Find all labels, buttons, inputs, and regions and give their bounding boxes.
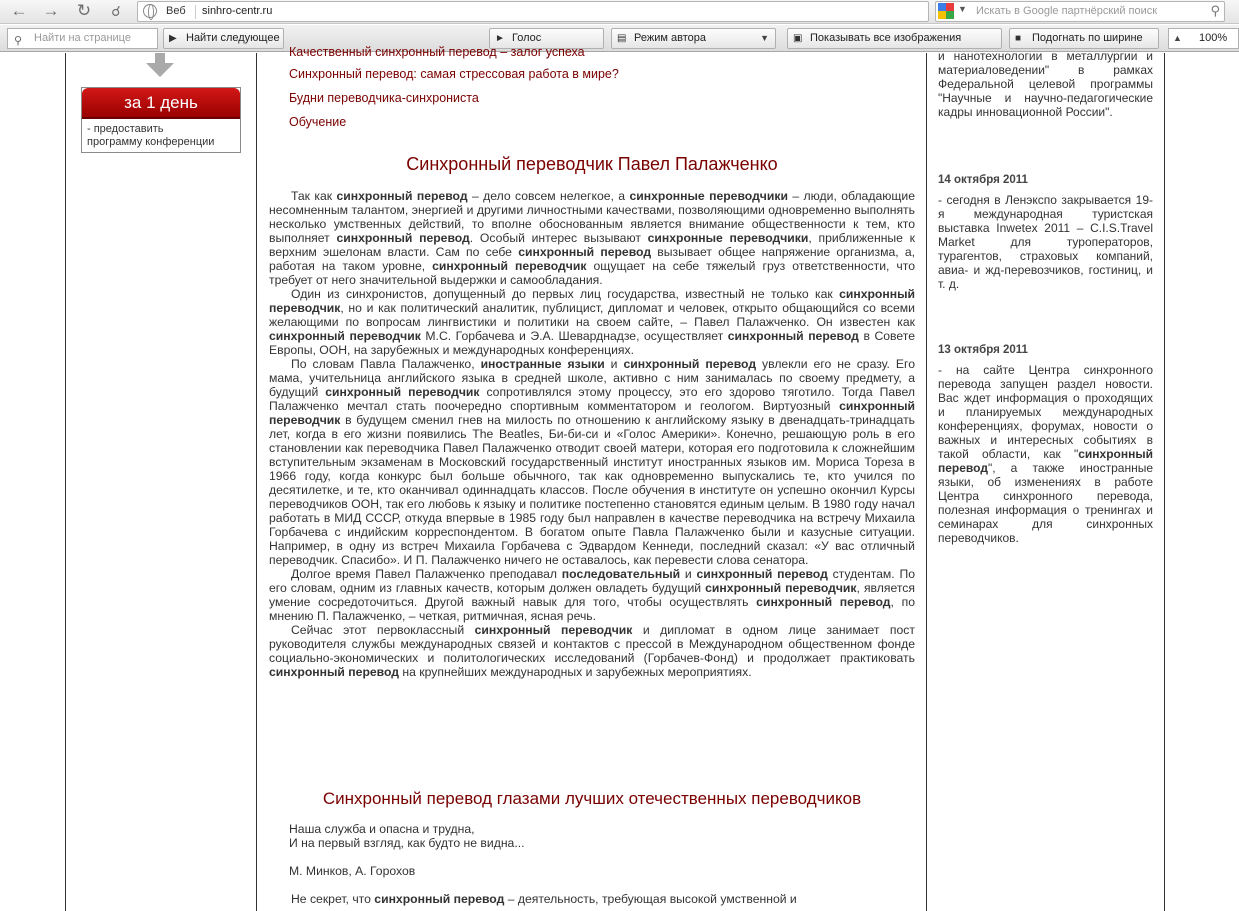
author-mode-label: Режим автора xyxy=(634,32,706,44)
find-next-label: Найти следующее xyxy=(186,32,280,44)
article-link[interactable]: Синхронный перевод: самая стрессовая работа в мире? xyxy=(289,67,619,81)
zoom-value: 100% xyxy=(1199,32,1228,44)
keyword-highlight: синхронный перевод xyxy=(336,231,470,245)
keyword-highlight: синхронный переводчик xyxy=(325,385,480,399)
keyword-highlight: синхронный перевод xyxy=(623,357,757,371)
article-link[interactable]: Качественный синхронный перевод – залог успеха xyxy=(289,45,585,59)
voice-label: Голос xyxy=(512,32,542,44)
next-arrow-icon: ▶ xyxy=(169,33,177,44)
news-text: и нанотехнологии в металлургии и материаловедении" в рамках Федеральной целевой программы "Научные и научно-педагогические кадры инновационной России". xyxy=(938,49,1153,119)
column-divider xyxy=(1164,53,1165,911)
keyword-highlight: синхронные переводчики xyxy=(629,189,788,203)
keyword-highlight: синхронный перевод xyxy=(269,665,400,679)
author-mode-button[interactable] xyxy=(611,28,776,49)
column-divider xyxy=(65,53,66,911)
article-paragraph: Сейчас этот первоклассный синхронный переводчик и дипломат в одном лице занимает пост руководителя службы международных связей и контактов с прессой в Международном общественном фонде социально-экономических и политологических исследований (Горбачев-Фонд) и продолжает практиковать синхронный перевод на крупнейших международных и зарубежных мероприятиях. xyxy=(269,623,915,679)
keyword-highlight: синхронный перевод xyxy=(336,189,468,203)
promo-text xyxy=(87,123,239,149)
google-icon[interactable] xyxy=(938,3,954,19)
keyword-highlight: синхронный перевод xyxy=(938,447,1153,475)
news-date: 14 октября 2011 xyxy=(938,174,1028,186)
globe-icon xyxy=(143,4,157,18)
news-date: 13 октября 2011 xyxy=(938,344,1028,356)
epigraph-line: И на первый взгляд, как будто не видна... xyxy=(289,836,525,850)
article-paragraph: Один из синхронистов, допущенный до первых лиц государства, известный не только как синхронный переводчик, но и как политический аналитик, публицист, дипломат и человек, открыто общающийся со всеми желающими по вопросам лингвистики и политики на своем сайте, – Павел Палажченко. Он известен как синхронный переводчик М.С. Горбачева и Э.А. Шеварднадзе, осуществляет синхронный перевод в Совете Европы, ООН, на зарубежных и международных конференциях. xyxy=(269,287,915,357)
keyword-highlight: синхронный переводчик xyxy=(269,399,915,427)
key-icon[interactable]: ☌ xyxy=(111,3,121,19)
keyword-highlight: последовательный xyxy=(561,567,681,581)
epigraph-line: Наша служба и опасна и трудна, xyxy=(289,822,475,836)
article-title: Синхронный перевод глазами лучших отечественных переводчиков xyxy=(322,789,862,808)
article-paragraph: Так как синхронный перевод – дело совсем нелегкое, а синхронные переводчики – люди, обладающие несомненным талантом, энергией и другими личностными качествами, позволяющими одновременно выполнять несколько умственных действий, то вполне обоснованным является внимание общественности к тем, кто выполняет синхронный перевод. Особый интерес вызывают синхронные переводчики, приближенные к верхним эшелонам власти. Сам по себе синхронный перевод вызывает общее напряжение организма, а, работая на таком уровне, синхронный переводчик ощущает на себе тяжелый груз ответственности, что требует от него значительной выдержки и самообладания. xyxy=(269,189,916,287)
image-icon: ▣ xyxy=(793,33,803,44)
article-paragraph: Долгое время Павел Палажченко преподавал последовательный и синхронный перевод студентам. По его словам, одним из главных качеств, которым должен овладеть будущий синхронный переводчик, является умение сосредоточиться. Другой важный навык для того, чтобы осуществлять синхронный перевод, по мнению П. Палажченко, – четкая, ритмичная, ясная речь. xyxy=(269,567,915,623)
keyword-highlight: синхронный перевод xyxy=(518,245,652,259)
google-search-placeholder[interactable]: Искать в Google партнёрский поиск xyxy=(976,5,1158,17)
article-body xyxy=(269,892,915,906)
find-toolbar xyxy=(0,25,1239,52)
google-search-box[interactable] xyxy=(935,1,1225,22)
keyword-highlight: синхронный переводчик xyxy=(269,329,421,343)
document-icon: ▤ xyxy=(617,33,627,44)
forward-icon[interactable]: → xyxy=(42,1,60,20)
find-placeholder: Найти на странице xyxy=(34,32,131,44)
keyword-highlight: синхронный переводчик xyxy=(474,623,633,637)
keyword-highlight: синхронный переводчик xyxy=(705,581,857,595)
column-divider xyxy=(926,53,927,911)
fit-width-icon: ■ xyxy=(1015,33,1022,44)
chevron-down-icon[interactable]: ▼ xyxy=(958,4,967,14)
news-text: - на сайте Центра синхронного перевода запущен раздел новости. Вас ждет информация о проходящих и планируемых международных конференциях, форумах, новости о важных и интересных событиях в такой области, как "синхронный перевод", а также иностранные языки, об изменениях в работе Центра синхронного перевода, полезная информация о тренингах и семинарах для синхронных переводчиков. xyxy=(938,363,1153,545)
divider xyxy=(195,5,196,19)
keyword-highlight: синхронный переводчик xyxy=(432,259,587,273)
keyword-highlight: синхронный перевод xyxy=(756,595,891,609)
back-icon[interactable]: ← xyxy=(10,1,28,20)
promo-text-line: программу конференции xyxy=(87,136,215,148)
promo-text-line: - предоставить xyxy=(87,123,164,135)
speaker-icon: ► xyxy=(495,33,505,44)
promo-block[interactable] xyxy=(81,87,241,153)
web-page xyxy=(0,45,1239,911)
find-input[interactable] xyxy=(7,28,158,49)
article-link[interactable]: Будни переводчика-синхрониста xyxy=(289,91,479,105)
column-divider xyxy=(256,53,257,911)
epigraph-author: М. Минков, А. Горохов xyxy=(289,864,416,878)
keyword-highlight: синхронный перевод xyxy=(696,567,828,581)
article-title: Синхронный переводчик Павел Палажченко xyxy=(406,154,778,174)
article-paragraph: По словам Павла Палажченко, иностранные языки и синхронный перевод увлекли его не сразу. Его мама, учительница английского языка в средней школе, активно с ним занималась по своему предмету, а будущий синхронный переводчик сопротивлялся этому процессу, это его здорово тяготило. Тогда Павел Палажченко мечтал стать поочередно спортивным комментатором и геологом. Виртуозный синхронный переводчик в будущем сменил гнев на милость по отношению к английскому языку в двенадцать-тринадцать лет, когда в его жизни появились The Beatles, Би-би-си и «Голос Америки». Конечно, решающую роль в его становлении как переводчика Павел Палажченко отводит своей матери, которая его подготовила к сложнейшим вступительным экзаменам в Московский государственный институт иностранных языков им. Мориса Тореза в 1966 году, когда конкурс был больше обычного, так как одновременно выпускались те, кто учился по десятилетке, и те, кто оканчивал одиннадцать классов. После обучения в институте он успешно окончил Курсы переводчиков ООН, так его любовь к языку и политике постепенно становятся единым целым. В 1980 году начал работать в МИД СССР, откуда впервые в 1985 году был направлен в качестве переводчика на встречу Михаила Горбачева с индийским корреспондентом. В богатом опыте Павла Палажченко были и казусные ситуации. Например, в одну из встреч Михаила Горбачева с Эдвардом Кеннеди, последний сказал: «У вас отличный переводчик. Спасибо». И П. Палажченко ничего не оставалось, как перевести слова сенатора. xyxy=(269,357,915,567)
zone-label: Веб xyxy=(166,5,186,17)
promo-title[interactable]: за 1 день xyxy=(82,88,240,119)
reload-icon[interactable]: ↻ xyxy=(76,1,92,20)
url-text[interactable]: sinhro-centr.ru xyxy=(202,5,273,17)
search-icon[interactable]: ⚲ xyxy=(1210,3,1220,18)
keyword-highlight: синхронный переводчик xyxy=(269,287,915,315)
article-link[interactable]: Обучение xyxy=(289,115,347,129)
search-icon: ⚲ xyxy=(14,35,23,47)
article-paragraph: Не секрет, что синхронный перевод – деятельность, требующая высокой умственной и xyxy=(291,892,797,906)
keyword-highlight: синхронный перевод xyxy=(374,892,505,906)
chevron-down-icon[interactable]: ▼ xyxy=(760,33,769,43)
fit-width-label: Подогнать по ширине xyxy=(1032,32,1143,44)
keyword-highlight: синхронные переводчики xyxy=(647,231,809,245)
chevron-up-icon: ▲ xyxy=(1173,33,1182,43)
find-next-button[interactable] xyxy=(163,28,284,49)
fit-width-button[interactable] xyxy=(1009,28,1159,49)
address-bar[interactable] xyxy=(137,1,929,22)
browser-toolbar xyxy=(0,0,1239,24)
keyword-highlight: синхронный перевод xyxy=(727,329,859,343)
news-text: - сегодня в Ленэкспо закрывается 19-я международная туристская выставка Inwetex 2011 – C.I.S.Travel Market для туроператоров, турагентов, страховых компаний, авиа- и жд-перевозчиков, гостиниц, и т. д. xyxy=(938,193,1153,291)
epigraph xyxy=(289,822,525,850)
article-body xyxy=(269,189,915,679)
show-images-button[interactable] xyxy=(787,28,1002,49)
zoom-select[interactable] xyxy=(1168,28,1239,49)
show-images-label: Показывать все изображения xyxy=(810,32,962,44)
keyword-highlight: иностранные языки xyxy=(480,357,605,371)
